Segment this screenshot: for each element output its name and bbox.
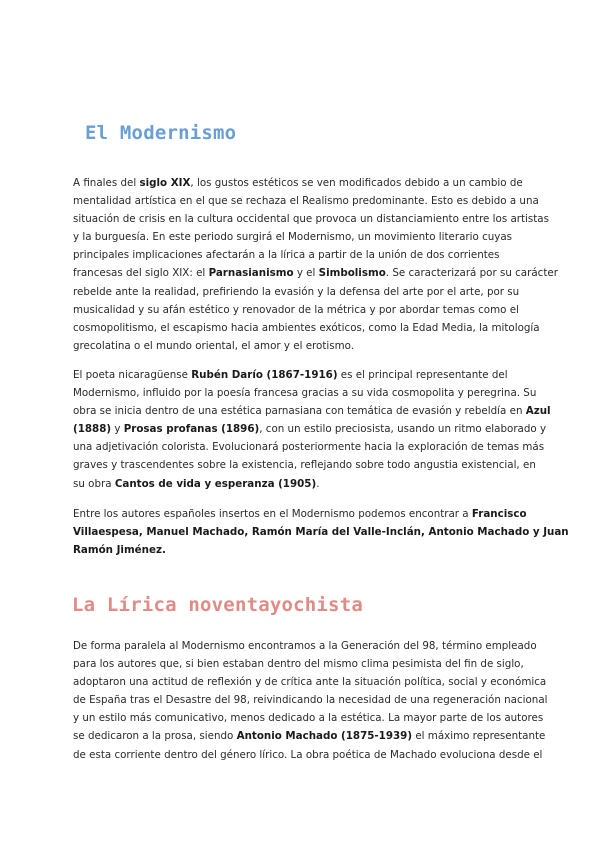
text-run: y la burguesía. En este periodo surgirá el Modernismo, un movimiento literario cuyas	[73, 231, 513, 244]
text-line	[73, 264, 558, 282]
text-run: El poeta nicaragüense	[73, 369, 192, 381]
text-line	[73, 192, 539, 210]
text-run: obra se inicia dentro de una estética parnasiana con temática de evasión y rebeldía en	[73, 405, 526, 418]
paragraph-autores-espanoles	[73, 505, 569, 559]
text-line	[73, 438, 545, 456]
bold-text: (1888)	[73, 423, 112, 436]
text-line	[73, 746, 543, 764]
text-line	[73, 475, 531, 493]
paragraph-ruben-dario	[73, 366, 551, 493]
text-line	[73, 228, 531, 246]
text-line	[73, 673, 547, 691]
section-title-modernismo: El Modernismo	[85, 122, 237, 144]
text-line	[73, 402, 551, 420]
bold-text: Ramón Jiménez.	[73, 544, 166, 557]
text-run: su obra	[73, 477, 115, 490]
text-line	[73, 637, 537, 655]
text-line	[73, 420, 547, 438]
section-title-noventayochista: La Lírica noventayochista	[72, 594, 363, 616]
text-run: de esta corriente dentro del género lírico. La obra poética de Machado evoluciona desde el	[73, 748, 543, 761]
text-line	[73, 655, 531, 673]
text-line	[73, 727, 546, 745]
text-run: grecolatina o el mundo oriental, el amor y el erotismo.	[73, 339, 355, 352]
text-run: musicalidad y su afán estético y renovador de la métrica y por abordar temas como el	[73, 303, 519, 316]
text-run: de España tras el Desastre del 98, reivindicando la necesidad de una regeneración nacional	[73, 694, 548, 707]
text-run: se dedicaron a la prosa, siendo	[73, 730, 237, 743]
text-run: una adjetivación colorista. Evolucionará posteriormente hacia la exploración de temas más	[73, 441, 545, 454]
text-run: Modernismo, influido por la poesía francesa gracias a su vida cosmopolita y peregrina. Su	[73, 387, 537, 400]
text-run: francesas del siglo XIX: el	[73, 267, 209, 280]
text-run: cosmopolitismo, el escapismo hacia ambientes exóticos, como la Edad Media, la mitología	[73, 321, 540, 334]
text-run: De forma paralela al Modernismo encontramos a la Generación del 98, término empleado	[73, 640, 537, 652]
text-line	[73, 384, 537, 402]
text-line	[73, 246, 531, 264]
text-run: situación de crisis en la cultura occidental que provoca un distanciamiento entre los artistas	[73, 213, 549, 226]
text-line	[73, 505, 531, 523]
text-run: y un estilo más comunicativo, menos dedicado a la estética. La mayor parte de los autores	[73, 712, 544, 725]
bold-text: Azul	[525, 405, 551, 418]
text-run: el máximo representante	[412, 730, 546, 743]
bold-text: Cantos de vida y esperanza (1905)	[114, 477, 317, 490]
text-run: , con un estilo preciosista, usando un ritmo elaborado y	[259, 423, 547, 436]
text-run: principales implicaciones afectarán a la lírica a partir de la unión de dos corrientes	[73, 249, 500, 262]
text-run: mentalidad artística en el que se rechaza el Realismo predominante. Esto es debido a una	[73, 195, 539, 208]
bold-text: Simbolismo	[318, 267, 386, 280]
text-line	[73, 523, 569, 541]
text-line	[73, 366, 531, 384]
text-run: es el principal representante del	[337, 369, 508, 381]
text-run: . Se caracterizará por su carácter	[385, 267, 558, 280]
bold-text: Prosas profanas (1896)	[123, 423, 260, 436]
text-run: y	[111, 423, 124, 436]
bold-text: Rubén Darío (1867-1916)	[191, 369, 338, 381]
text-run: y el	[293, 267, 319, 280]
paragraph-generacion-98	[73, 637, 548, 764]
text-line	[73, 210, 549, 228]
paragraph-modernismo-intro	[73, 174, 558, 355]
text-line	[73, 337, 531, 355]
text-line	[73, 174, 531, 192]
text-line	[73, 301, 531, 319]
text-run: para los autores que, si bien estaban dentro del mismo clima pesimista del fin de siglo,	[73, 658, 524, 671]
text-line	[73, 456, 536, 474]
bold-text: siglo XIX	[139, 177, 191, 189]
text-run: adoptaron una actitud de reflexión y de crítica ante la situación política, social y económica	[73, 676, 547, 689]
text-line	[73, 541, 531, 559]
text-line	[73, 691, 548, 709]
bold-text: Villaespesa, Manuel Machado, Ramón María del Valle-Inclán, Antonio Machado y Juan	[73, 526, 569, 539]
text-run: Entre los autores españoles insertos en el Modernismo podemos encontrar a	[73, 508, 472, 520]
bold-text: Antonio Machado (1875-1939)	[236, 730, 413, 743]
text-run: .	[316, 477, 320, 490]
text-line	[73, 709, 544, 727]
text-run: graves y trascendentes sobre la existencia, reflejando sobre todo angustia existencial, en	[73, 459, 536, 472]
text-line	[73, 283, 531, 301]
text-run: A finales del	[73, 177, 140, 189]
text-line	[73, 319, 540, 337]
bold-text: Parnasianismo	[208, 267, 294, 280]
text-run: rebelde ante la realidad, prefiriendo la evasión y la defensa del arte por el arte, por su	[73, 285, 520, 298]
bold-text: Francisco	[471, 508, 527, 520]
text-run: , los gustos estéticos se ven modificados debido a un cambio de	[190, 177, 523, 189]
